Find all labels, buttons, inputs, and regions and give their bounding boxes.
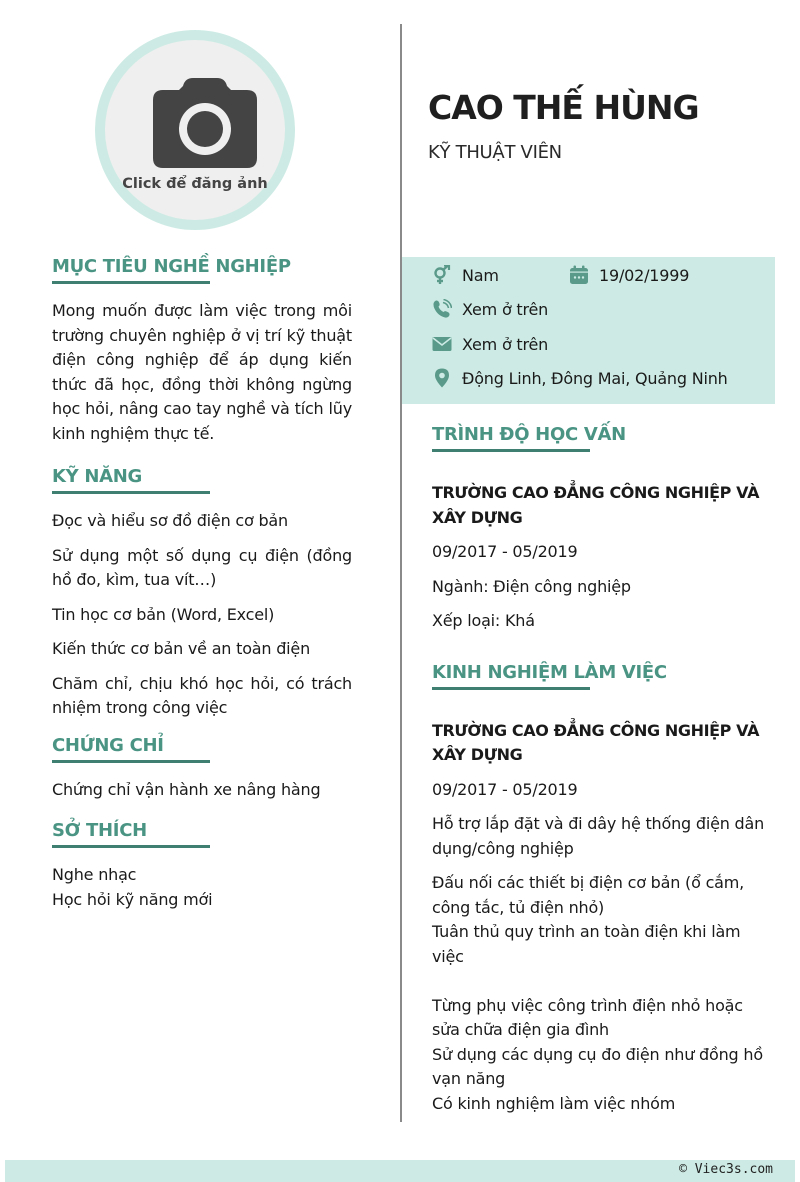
birthday-value: 19/02/1999 — [599, 265, 690, 285]
experience-line: Sử dụng các dụng cụ đo điện như đồng hồ vạn năng — [432, 1044, 763, 1088]
camera-icon — [151, 76, 259, 170]
phone-value: Xem ở trên — [462, 299, 549, 319]
footer-copyright: © Viec3s.com — [679, 1162, 773, 1177]
birthday-row — [569, 265, 689, 285]
section-title: SỞ THÍCH — [52, 820, 352, 844]
gender-icon — [432, 265, 452, 285]
phone-icon — [432, 299, 452, 319]
education-school: TRƯỜNG CAO ĐẲNG CÔNG NGHIỆP VÀ XÂY DỰNG — [432, 483, 760, 527]
calendar-icon — [569, 265, 589, 285]
experience-line: Có kinh nghiệm làm việc nhóm — [432, 1093, 676, 1113]
objective-text: Mong muốn được làm việc trong môi trường chuyên nghiệp ở vị trí kỹ thuật điện công nghiệp để áp dụng kiến thức đã học, đồng thời không ngừng học hỏi, nâng cao tay nghề và tích lũy kinh nghiệm thực tế. — [52, 301, 352, 443]
experience-period: 09/2017 - 05/2019 — [432, 779, 578, 799]
skill-item: Tin học cơ bản (Word, Excel) — [52, 604, 275, 624]
section-title: TRÌNH ĐỘ HỌC VẤN — [432, 424, 772, 448]
skill-item: Chăm chỉ, chịu khó học hỏi, có trách nhiệm trong công việc — [52, 673, 352, 717]
avatar-upload[interactable] — [95, 30, 295, 230]
education-grade: Xếp loại: Khá — [432, 611, 535, 630]
objective-section — [52, 256, 352, 446]
experience-section — [432, 662, 772, 1117]
email-value: Xem ở trên — [462, 334, 549, 354]
address-row — [432, 368, 728, 388]
gender-row — [432, 265, 499, 285]
section-title: KỸ NĂNG — [52, 466, 352, 490]
location-pin-icon — [432, 368, 452, 388]
education-major: Ngành: Điện công nghiệp — [432, 576, 631, 596]
gender-value: Nam — [462, 265, 499, 285]
avatar-upload-label: Click để đăng ảnh — [122, 176, 268, 192]
section-title: CHỨNG CHỈ — [52, 735, 352, 759]
contact-info-panel — [402, 257, 775, 404]
experience-line: Từng phụ việc công trình điện nhỏ hoặc sửa chữa điện gia đình — [432, 995, 743, 1039]
section-title: KINH NGHIỆM LÀM VIỆC — [432, 662, 772, 686]
email-icon — [432, 334, 452, 354]
left-column — [52, 256, 352, 928]
experience-company: TRƯỜNG CAO ĐẲNG CÔNG NGHIỆP VÀ XÂY DỰNG — [432, 720, 760, 764]
column-divider — [400, 24, 402, 1122]
certificates-section — [52, 735, 352, 803]
experience-line: Hỗ trợ lắp đặt và đi dây hệ thống điện dân dụng/công nghiệp — [432, 814, 765, 858]
footer-bar — [5, 1160, 795, 1182]
skill-item: Kiến thức cơ bản về an toàn điện — [52, 639, 311, 658]
avatar[interactable] — [105, 40, 285, 220]
candidate-name: CAO THẾ HÙNG — [428, 88, 699, 127]
hobbies-section — [52, 820, 352, 912]
job-title: KỸ THUẬT VIÊN — [428, 142, 562, 163]
experience-line: Tuân thủ quy trình an toàn điện khi làm việc — [432, 922, 741, 966]
email-row — [432, 334, 548, 354]
certificate-item: Chứng chỉ vận hành xe nâng hàng — [52, 779, 321, 799]
experience-line: Đấu nối các thiết bị điện cơ bản (ổ cắm, công tắc, tủ điện nhỏ) — [432, 873, 745, 917]
skill-item: Sử dụng một số dụng cụ điện (đồng hồ đo, kìm, tua vít…) — [52, 545, 352, 589]
hobby-item: Học hỏi kỹ năng mới — [52, 889, 213, 909]
education-section — [432, 424, 772, 634]
address-value: Động Linh, Đông Mai, Quảng Ninh — [462, 368, 728, 388]
phone-row — [432, 299, 548, 319]
skill-item: Đọc và hiểu sơ đồ điện cơ bản — [52, 511, 288, 530]
hobby-item: Nghe nhạc — [52, 865, 137, 884]
section-title: MỤC TIÊU NGHỀ NGHIỆP — [52, 256, 352, 280]
right-column — [432, 424, 772, 1116]
education-period: 09/2017 - 05/2019 — [432, 542, 578, 561]
skills-section — [52, 466, 352, 721]
